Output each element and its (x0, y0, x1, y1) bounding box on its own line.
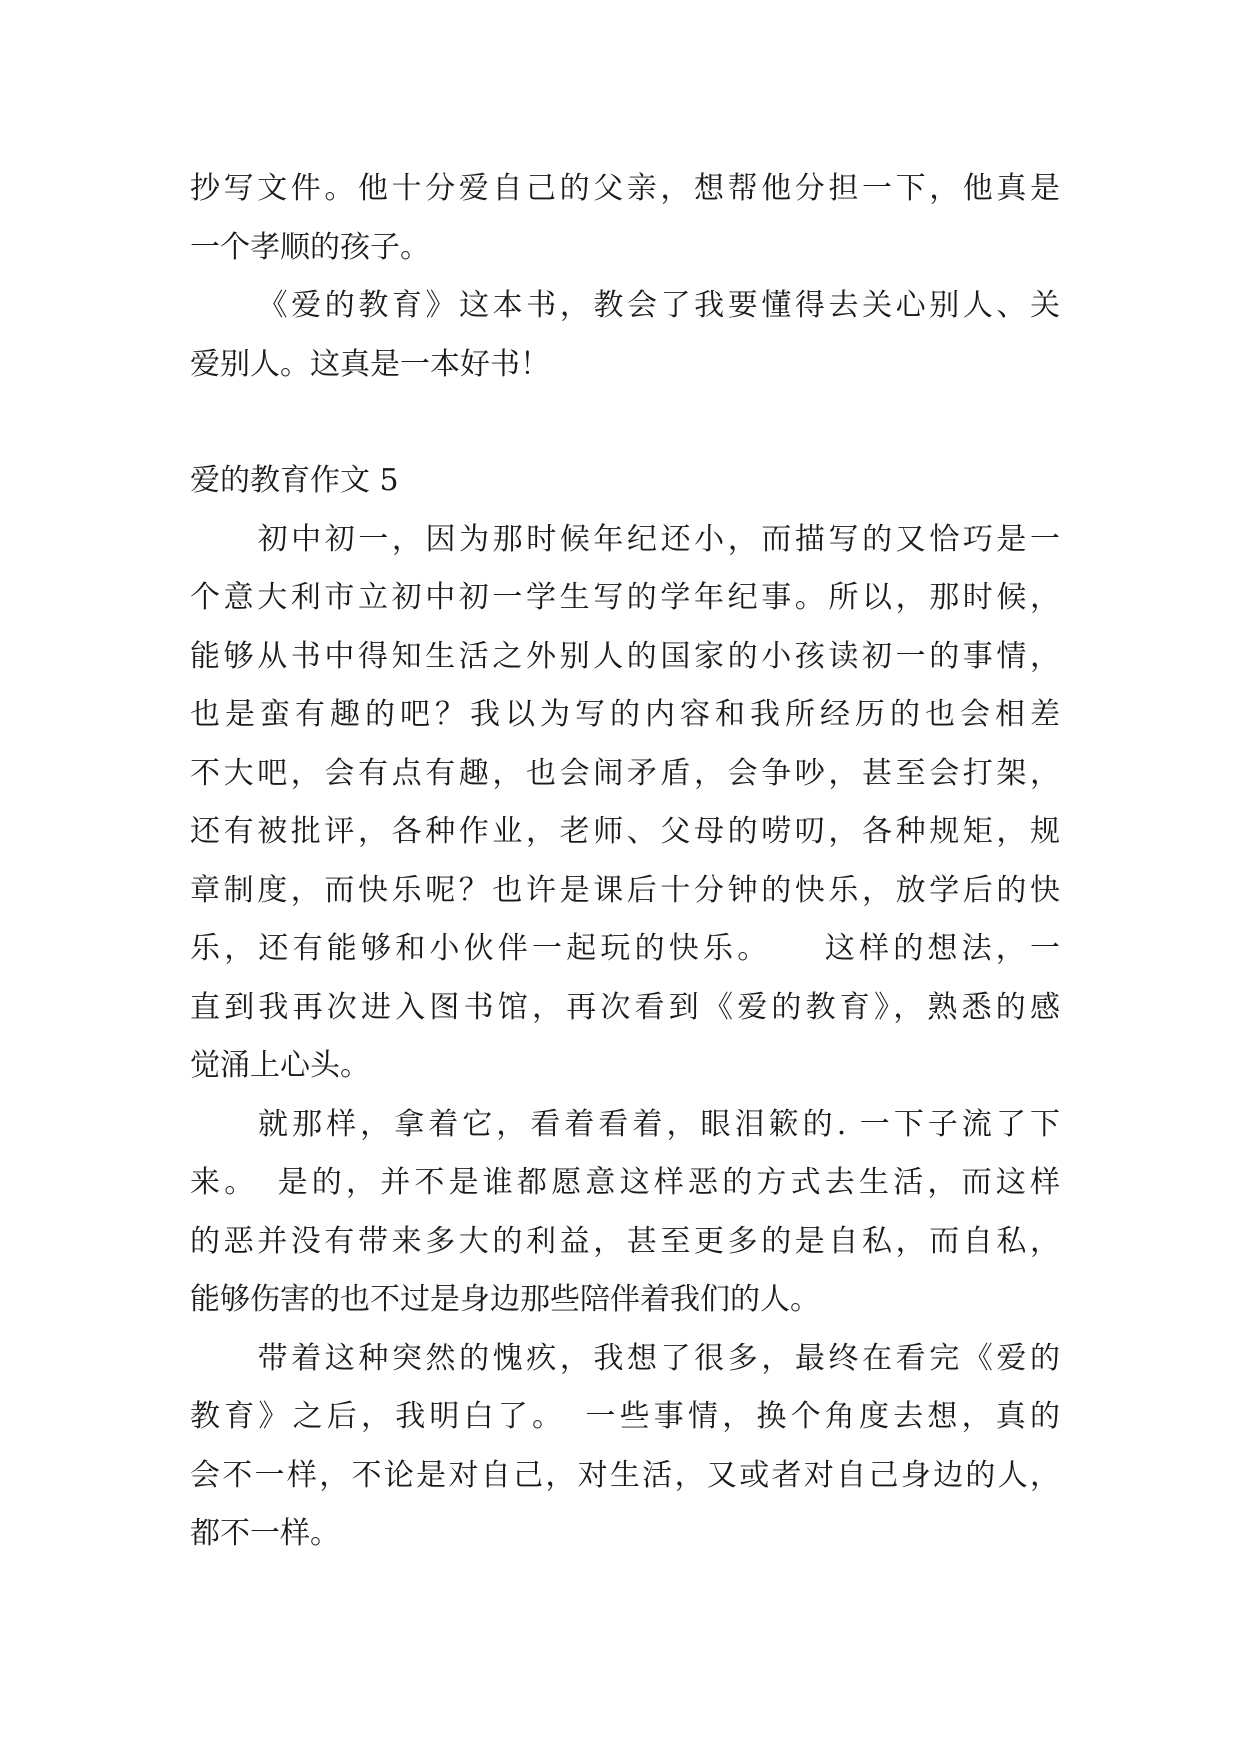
text-line: 章制度，而快乐呢？也许是课后十分钟的快乐，放学后的快 (190, 872, 1060, 908)
text-line: 直到我再次进入图书馆，再次看到《爱的教育》，熟悉的感 (190, 989, 1060, 1025)
text-line-content: 带着这种突然的愧疚，我想了很多，最终在看完《爱的 (254, 1340, 1060, 1376)
text-line: 的恶并没有带来多大的利益，甚至更多的是自私，而自私， (190, 1223, 1060, 1259)
text-line (190, 1330, 1060, 1389)
text-line (190, 511, 1060, 570)
text-line-content: 就那样，拿着它，看着看着，眼泪簌的. 一下子流了下 (254, 1106, 1060, 1142)
text-line (190, 1096, 1060, 1155)
text-line: 不大吧，会有点有趣，也会闹矛盾，会争吵，甚至会打架， (190, 755, 1060, 791)
text-line: 一个孝顺的孩子。 (190, 229, 430, 265)
text-line: 也是蛮有趣的吧？我以为写的内容和我所经历的也会相差 (190, 697, 1060, 732)
paragraph (190, 1096, 1060, 1330)
text-line: 能够伤害的也不过是身边那些陪伴着我们的人。 (190, 1282, 820, 1317)
section-gap (190, 394, 1060, 452)
paragraph (190, 511, 1060, 1096)
document-page (190, 160, 1060, 1564)
text-line: 爱别人。这真是一本好书！ (190, 346, 550, 382)
section-heading: 爱的教育作文 5 (190, 463, 399, 498)
paragraph (190, 277, 1060, 394)
text-line-content: 《爱的教育》这本书，教会了我要懂得去关心别人、关 (254, 288, 1060, 323)
text-line: 来。 是的，并不是谁都愿意这样恶的方式去生活，而这样 (190, 1165, 1060, 1200)
text-line: 个意大利市立初中初一学生写的学年纪事。所以，那时候， (190, 580, 1060, 615)
text-line (190, 277, 1060, 336)
text-line-content: 初中初一，因为那时候年纪还小，而描写的又恰巧是一 (254, 521, 1060, 557)
paragraph-continued (190, 160, 1060, 277)
text-line: 会不一样，不论是对自己，对生活，又或者对自己身边的人， (190, 1457, 1060, 1493)
text-line: 能够从书中得知生活之外别人的国家的小孩读初一的事情， (190, 638, 1060, 674)
text-line: 教育》之后，我明白了。 一些事情，换个角度去想，真的 (190, 1399, 1060, 1434)
text-line: 乐，还有能够和小伙伴一起玩的快乐。 这样的想法，一 (190, 931, 1060, 966)
text-line: 还有被批评，各种作业，老师、父母的唠叨，各种规矩，规 (190, 814, 1060, 849)
paragraph (190, 1330, 1060, 1564)
text-line: 都不一样。 (190, 1516, 340, 1551)
text-line: 抄写文件。他十分爱自己的父亲，想帮他分担一下，他真是 (190, 171, 1060, 206)
text-line: 觉涌上心头。 (190, 1048, 370, 1083)
